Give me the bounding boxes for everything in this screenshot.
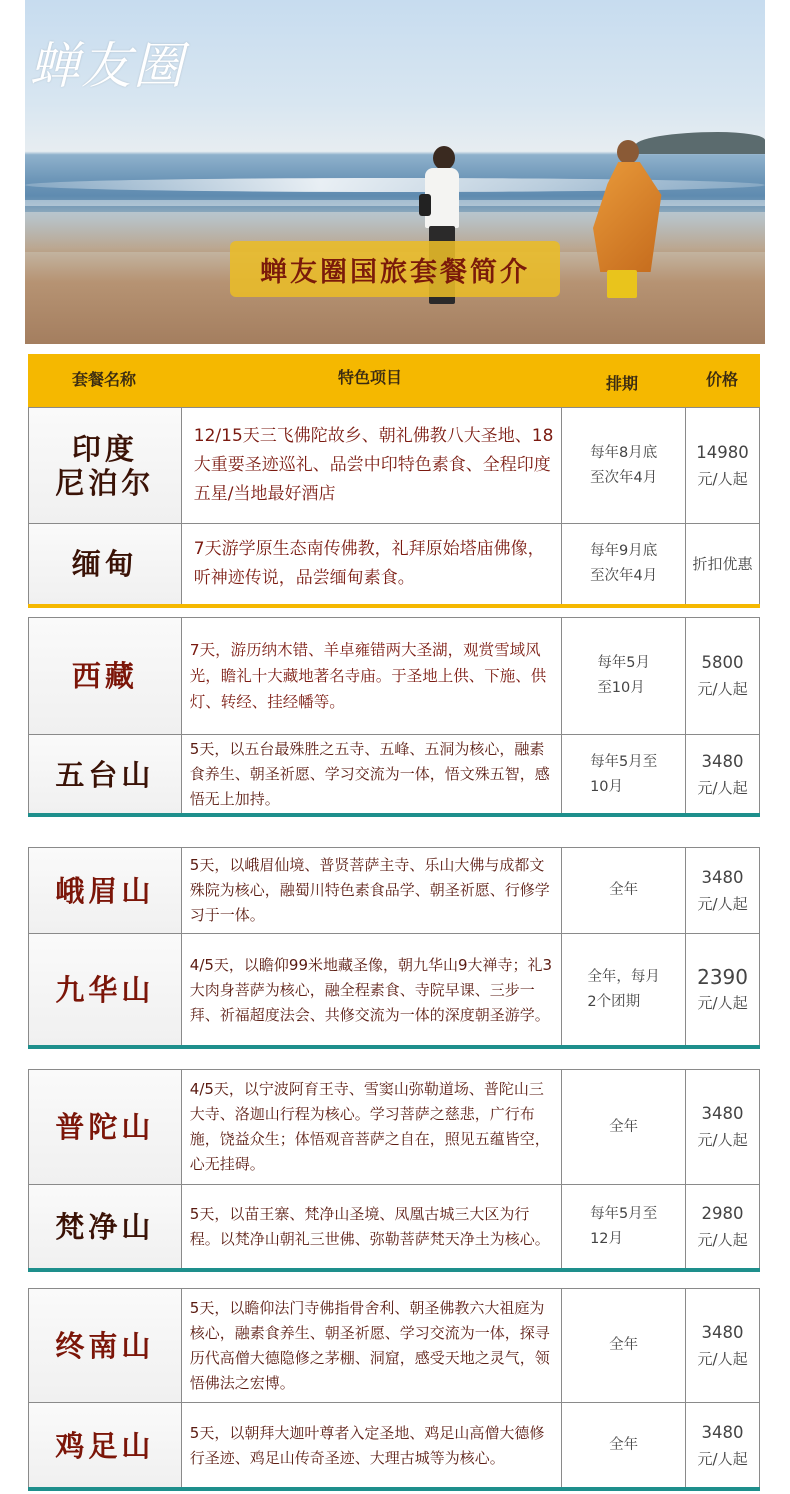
package-features: 12/15天三飞佛陀故乡、朝礼佛教八大圣地、18大重要圣迹巡礼、品尝中印特色素食、全程印度五星/当地最好酒店	[182, 408, 562, 523]
package-schedule: 全年	[562, 1289, 686, 1402]
package-name: 西藏	[29, 618, 182, 734]
package-schedule: 每年5月至 10月	[562, 735, 686, 814]
table-row	[29, 523, 759, 604]
group-divider	[28, 604, 760, 608]
table-group	[28, 1288, 760, 1487]
package-price: 14980 元/人起	[696, 442, 749, 488]
package-features: 5天，以五台最殊胜之五寺、五峰、五洞为核心，融素食养生、朝圣祈愿、学习交流为一体，悟文殊五智，感悟无上加持。	[182, 735, 562, 814]
package-features: 4/5天，以宁波阿育王寺、雪窦山弥勒道场、普陀山三大寺、洛迦山行程为核心。学习菩萨之慈悲，广行布施，饶益众生；体悟观音菩萨之自在，照见五蕴皆空，心无挂碍。	[182, 1070, 562, 1184]
package-name: 五台山	[29, 735, 182, 814]
package-name: 鸡足山	[29, 1403, 182, 1488]
group-divider	[28, 813, 760, 817]
package-schedule: 全年	[562, 1403, 686, 1488]
table-row	[29, 848, 759, 933]
package-name: 峨眉山	[29, 848, 182, 933]
package-price: 3480 元/人起	[697, 1104, 748, 1149]
package-price: 3480 元/人起	[697, 1322, 748, 1368]
package-price: 3480 元/人起	[697, 867, 748, 913]
table-row	[29, 1070, 759, 1184]
table-group	[28, 847, 760, 1045]
package-price: 2390 元/人起	[697, 965, 748, 1012]
package-schedule: 每年8月底 至次年4月	[562, 408, 686, 523]
table-row	[29, 1184, 759, 1269]
table-row	[29, 1402, 759, 1488]
package-schedule: 每年5月 至10月	[562, 618, 686, 734]
package-schedule: 全年	[562, 1070, 686, 1184]
header-name: 套餐名称	[71, 370, 136, 389]
package-name: 缅甸	[29, 524, 182, 604]
package-features: 4/5天，以瞻仰99米地藏圣像，朝九华山9大禅寺；礼3大肉身菩萨为核心，融全程素食、寺院早课、三步一拜、祈福超度法会、共修交流为一体的深度朝圣游学。	[182, 934, 562, 1046]
package-features: 5天，以朝拜大迦叶尊者入定圣地、鸡足山高僧大德修行圣迹、鸡足山传奇圣迹、大理古城等为核心。	[182, 1403, 562, 1488]
package-price: 3480 元/人起	[697, 1422, 748, 1468]
package-name: 终南山	[29, 1289, 182, 1402]
package-features: 5天，以峨眉仙境、普贤菩萨主寺、乐山大佛与成都文殊院为核心，融蜀川特色素食品学、朝圣祈愿、行修学习于一体。	[182, 848, 562, 933]
banner-title: 蝉友圈国旅套餐简介	[230, 241, 560, 297]
package-price: 折扣优惠	[692, 555, 753, 573]
table-row	[29, 734, 759, 814]
header-price: 价格	[705, 370, 738, 389]
group-divider	[28, 1268, 760, 1272]
package-name: 普陀山	[29, 1070, 182, 1184]
header-features: 特色项目	[337, 368, 402, 387]
package-features: 5天，以苗王寨、梵净山圣境、凤凰古城三大区为行程。以梵净山朝礼三世佛、弥勒菩萨梵天净土为核心。	[182, 1185, 562, 1269]
group-divider	[28, 1487, 760, 1491]
table-group	[28, 1069, 760, 1268]
package-features: 7天，游历纳木错、羊卓雍错两大圣湖，观赏雪域风光，瞻礼十大藏地著名寺庙。于圣地上供、下施、供灯、转经、挂经幡等。	[182, 618, 562, 734]
table-header	[28, 354, 760, 407]
table-row	[29, 618, 759, 734]
package-features: 7天游学原生态南传佛教，礼拜原始塔庙佛像，听神迹传说，品尝缅甸素食。	[182, 524, 562, 604]
table-group	[28, 407, 760, 604]
package-schedule: 每年5月至 12月	[562, 1185, 686, 1269]
package-features: 5天，以瞻仰法门寺佛指骨舍利、朝圣佛教六大祖庭为核心，融素食养生、朝圣祈愿、学习交流为一体，探寻历代高僧大德隐修之茅棚、洞窟，感受天地之灵气，领悟佛法之宏博。	[182, 1289, 562, 1402]
table-group	[28, 617, 760, 813]
package-name: 梵净山	[29, 1185, 182, 1269]
group-divider	[28, 1045, 760, 1049]
package-price: 5800 元/人起	[697, 653, 748, 698]
package-name: 印度 尼泊尔	[29, 408, 182, 523]
table-row	[29, 1289, 759, 1402]
package-price: 2980 元/人起	[697, 1204, 748, 1249]
table-row	[29, 407, 759, 523]
monk-figure	[585, 140, 685, 300]
brand-logo: 蝉友圈	[29, 37, 185, 95]
header-schedule: 排期	[605, 374, 638, 393]
package-schedule: 全年，每月 2个团期	[562, 934, 686, 1046]
package-price: 3480 元/人起	[697, 751, 748, 797]
package-schedule: 全年	[562, 848, 686, 933]
table-row	[29, 933, 759, 1046]
package-name: 九华山	[29, 934, 182, 1046]
package-schedule: 每年9月底 至次年4月	[562, 524, 686, 604]
